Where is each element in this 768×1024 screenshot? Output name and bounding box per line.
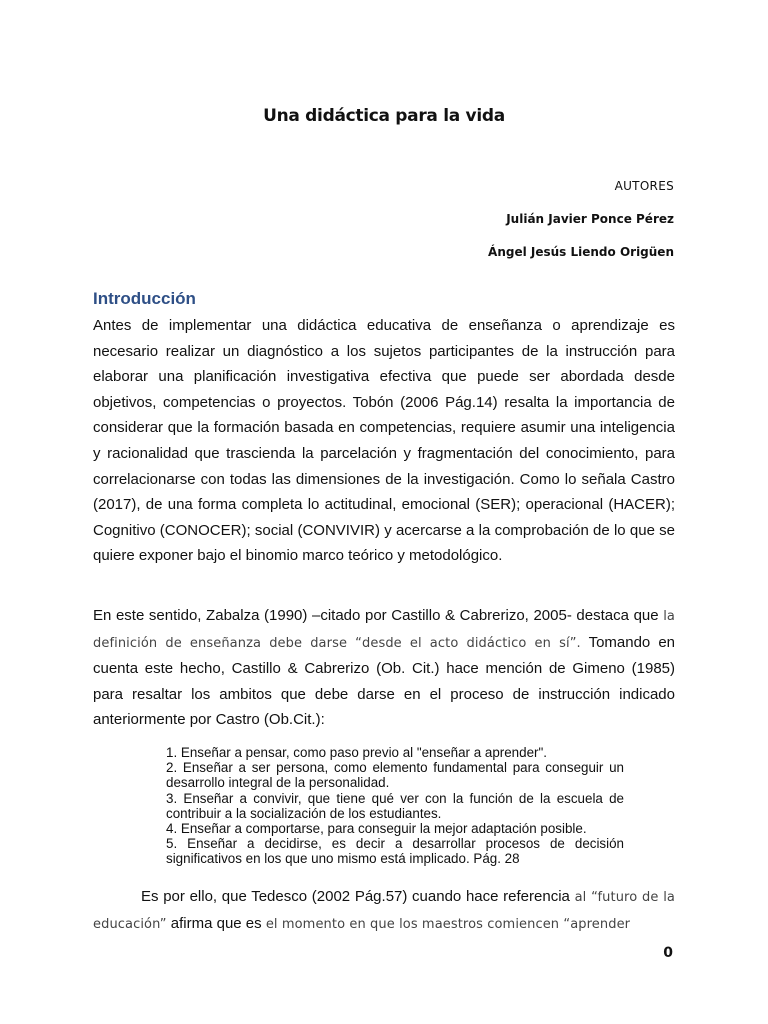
paragraph xyxy=(93,884,675,937)
paragraph: Antes de implementar una didáctica educativa de enseñanza o aprendizaje es necesario realizar un diagnóstico a los sujetos participantes de la instrucción para elaborar una planificación investigativa efectiva que puede ser abordada desde objetivos, competencias o proyectos. Tobón (2006 Pág.14) resalta la importancia de considerar que la formación basada en competencias, requiere asumir una inteligencia y racionalidad que trascienda la parcelación y fragmentación del conocimiento, para correlacionarse con todas las dimensiones de la investigación. Como lo señala Castro (2017), de una forma completa lo actitudinal, emocional (SER); operacional (HACER); Cognitivo (CONOCER); social (CONVIVIR) y acercarse a la comprobación de lo que se quiere exponer bajo el binomio marco teórico y metodológico. xyxy=(93,317,675,565)
paragraph xyxy=(93,603,675,733)
list-item: 3. Enseñar a convivir, que tiene qué ver con la función de la escuela de contribuir a la socialización de los estudiantes. xyxy=(166,790,624,821)
list-item: 4. Enseñar a comportarse, para conseguir la mejor adaptación posible. xyxy=(166,821,587,837)
author-name: Julián Javier Ponce Pérez xyxy=(506,212,674,226)
list-item: 2. Enseñar a ser persona, como elemento fundamental para conseguir un desarrollo integral de la personalidad. xyxy=(166,760,624,791)
authors-block xyxy=(488,178,674,277)
quoted-phrase: el momento en que los maestros comiencen “aprender xyxy=(265,916,631,932)
list-item: 1. Enseñar a pensar, como paso previo al "enseñar a aprender". xyxy=(166,745,547,760)
document-title: Una didáctica para la vida xyxy=(263,106,505,126)
page-number: 0 xyxy=(663,945,673,961)
section-heading: Introducción xyxy=(93,289,196,308)
block-quote-list xyxy=(166,745,624,867)
paragraph-text: afirma que es xyxy=(170,914,262,932)
authors-heading: AUTORES xyxy=(614,179,674,193)
paragraph-text: En este sentido, Zabalza (1990) –citado por Castillo & Cabrerizo, 2005- destaca que xyxy=(93,607,659,624)
paragraph-text: Tomando en cuenta este hecho, Castillo & Cabrerizo (Ob. Cit.) hace mención de Gimeno (1985) para resaltar los ambitos que debe darse en el proceso de instrucción indicado anteriormente por Castro (Ob.Cit.): xyxy=(93,633,676,729)
list-item: 5. Enseñar a decidirse, es decir a desarrollar procesos de decisión significativos en los que uno mismo está implicado. Pág. 28 xyxy=(166,836,624,867)
quoted-phrase: al “futuro de la educación” xyxy=(93,890,676,932)
paragraph-text: Es por ello, que Tedesco (2002 Pág.57) cuando hace referencia xyxy=(141,888,570,905)
author-name: Ángel Jesús Liendo Origüen xyxy=(488,245,674,259)
quoted-definition: la definición de enseñanza debe darse “desde el acto didáctico en sí”. xyxy=(93,609,675,651)
